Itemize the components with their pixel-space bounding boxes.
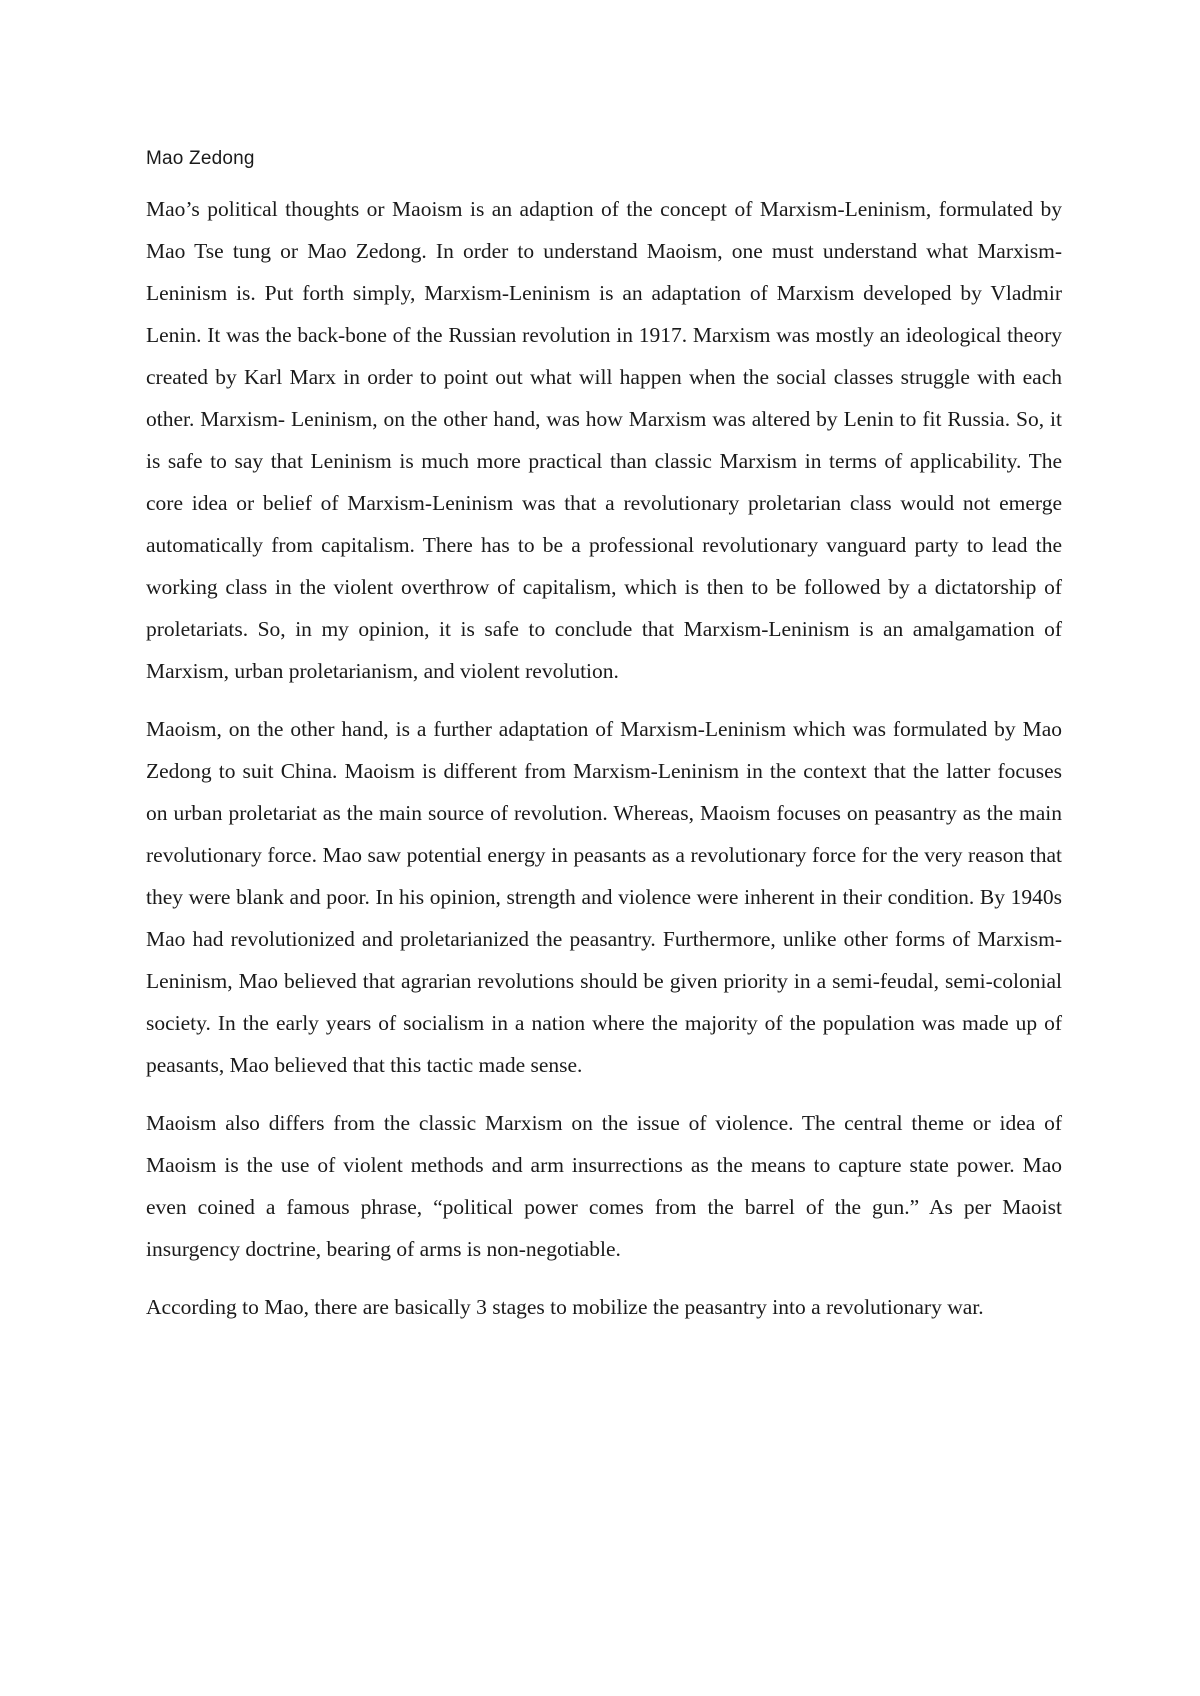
paragraph-3: Maoism also differs from the classic Marxism on the issue of violence. The central theme or idea of Maoism is the use of violent methods and arm insurrections as the means to capture state power. Mao even coined a famous phrase, “political power comes from the barrel of the gun.” As per Maoist insurgency doctrine, bearing of arms is non-negotiable. [146,1111,1062,1261]
document-title: Mao Zedong [146,148,255,169]
paragraph-1: Mao’s political thoughts or Maoism is an adaption of the concept of Marxism-Leninism, formulated by Mao Tse tung or Mao Zedong. In order to understand Maoism, one must understand what Marxism-Leninism is. Put forth simply, Marxism-Leninism is an adaptation of Marxism developed by Vladmir Lenin. It was the back-bone of the Russian revolution in 1917. Marxism was mostly an ideological theory created by Karl Marx in order to point out what will happen when the social classes struggle with each other. Marxism- Leninism, on the other hand, was how Marxism was altered by Lenin to fit Russia. So, it is safe to say that Leninism is much more practical than classic Marxism in terms of applicability. The core idea or belief of Marxism-Leninism was that a revolutionary proletarian class would not emerge automatically from capitalism. There has to be a professional revolutionary vanguard party to lead the working class in the violent overthrow of capitalism, which is then to be followed by a dictatorship of proletariats. So, in my opinion, it is safe to conclude that Marxism-Leninism is an amalgamation of Marxism, urban proletarianism, and violent revolution. [146,197,1062,683]
paragraph-2: Maoism, on the other hand, is a further adaptation of Marxism-Leninism which was formulated by Mao Zedong to suit China. Maoism is different from Marxism-Leninism in the context that the latter focuses on urban proletariat as the main source of revolution. Whereas, Maoism focuses on peasantry as the main revolutionary force. Mao saw potential energy in peasants as a revolutionary force for the very reason that they were blank and poor. In his opinion, strength and violence were inherent in their condition. By 1940s Mao had revolutionized and proletarianized the peasantry. Furthermore, unlike other forms of Marxism-Leninism, Mao believed that agrarian revolutions should be given priority in a semi-feudal, semi-colonial society. In the early years of socialism in a nation where the majority of the population was made up of peasants, Mao believed that this tactic made sense. [146,717,1062,1077]
document-body [146,188,1062,1344]
paragraph-4: According to Mao, there are basically 3 stages to mobilize the peasantry into a revolutionary war. [146,1295,984,1319]
